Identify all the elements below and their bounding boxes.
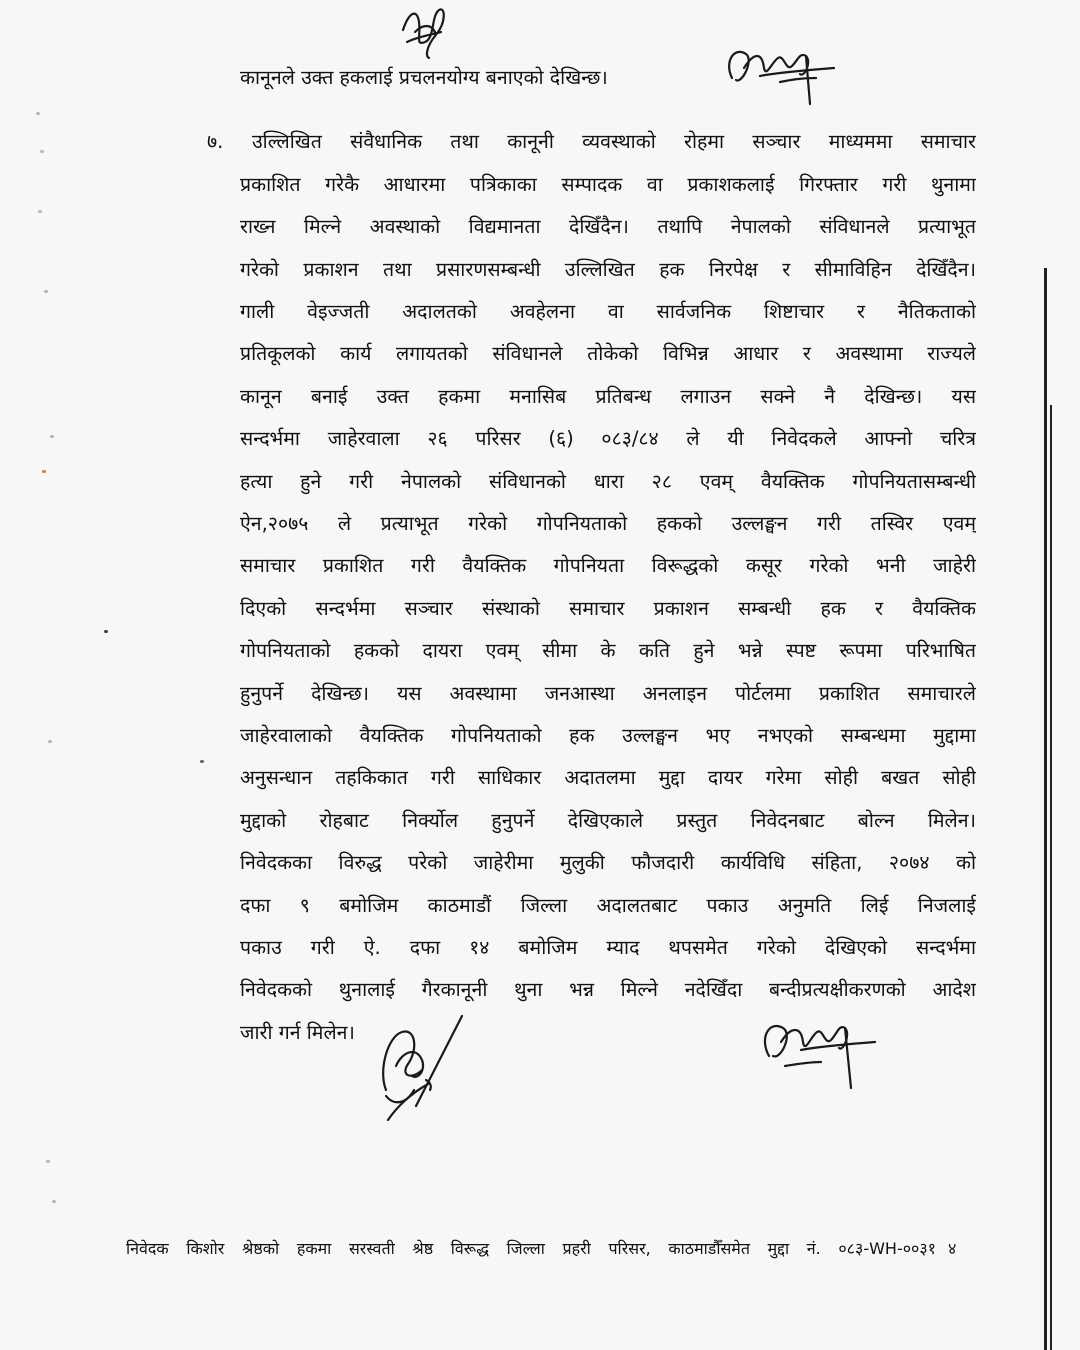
footer-case-reference: निवेदक किशोर श्रेष्ठको हकमा सरस्वती श्रेष्ठ विरूद्ध जिल्ला प्रहरी परिसर, काठमाडौँसमेत मुद्दा नं. ०८३-WH-००३१ <box>126 1239 936 1258</box>
scan-speck <box>38 210 42 213</box>
text-line: गोपनियताको हकको दायरा एवम् सीमा के कति हुने भन्ने स्पष्ट रूपमा परिभाषित <box>240 639 976 662</box>
text-line: प्रतिकूलको कार्य लगायतको संविधानले तोकेको विभिन्न आधार र अवस्थामा राज्यले <box>240 342 976 365</box>
signature-top-center <box>395 2 455 62</box>
page-number: ४ <box>948 1239 957 1258</box>
signature-bottom-right <box>755 1006 880 1091</box>
text-line: सन्दर्भमा जाहेरवाला २६ परिसर (६) ०८३/८४ ले यी निवेदकले आफ्नो चरित्र <box>240 427 976 450</box>
scan-speck <box>36 112 40 115</box>
text-line: निवेदकका विरुद्ध परेको जाहेरीमा मुलुकी फौजदारी कार्यविधि संहिता, २०७४ को <box>240 851 976 874</box>
text-line: कानूनले उक्त हकलाई प्रचलनयोग्य बनाएको देखिन्छ। <box>240 66 608 89</box>
text-line: हुनुपर्ने देखिन्छ। यस अवस्थामा जनआस्था अनलाइन पोर्टलमा प्रकाशित समाचारले <box>240 682 976 705</box>
scan-speck <box>42 470 46 473</box>
scan-speck <box>40 150 44 153</box>
text-line: ऐन,२०७५ ले प्रत्याभूत गरेको गोपनियताको हकको उल्लङ्घन गरी तस्विर एवम् <box>240 512 976 535</box>
text-line: गाली वेइज्जती अदालतको अवहेलना वा सार्वजनिक शिष्टाचार र नैतिकताको <box>240 300 976 323</box>
text-line: अनुसन्धान तहकिकात गरी साधिकार अदातलमा मुद्दा दायर गरेमा सोही बखत सोही <box>240 766 976 789</box>
scan-speck <box>200 760 204 763</box>
scan-edge-line <box>1044 268 1047 1350</box>
text-line: निवेदकको थुनालाई गैरकानूनी थुना भन्न मिल्ने नदेखिँदा बन्दीप्रत्यक्षीकरणको आदेश <box>240 978 976 1001</box>
signature-bottom-left <box>372 1010 472 1130</box>
scan-speck <box>48 740 52 743</box>
text-line: प्रकाशित गरेकै आधारमा पत्रिकाका सम्पादक वा प्रकाशकलाई गिरफ्तार गरी थुनामा <box>240 173 976 196</box>
scan-edge-line <box>1050 405 1052 1350</box>
text-line: राख्न मिल्ने अवस्थाको विद्यमानता देखिँदैन। तथापि नेपालको संविधानले प्रत्याभूत <box>240 215 976 238</box>
text-line: पकाउ गरी ऐ. दफा १४ बमोजिम म्याद थपसमेत गरेको देखिएको सन्दर्भमा <box>240 936 976 959</box>
text-line: गरेको प्रकाशन तथा प्रसारणसम्बन्धी उल्लिखित हक निरपेक्ष र सीमाविहिन देखिँदैन। <box>240 258 976 281</box>
scan-speck <box>104 630 108 633</box>
text-line: समाचार प्रकाशित गरी वैयक्तिक गोपनियता विरूद्धको कसूर गरेको भनी जाहेरी <box>240 554 976 577</box>
text-line: मुद्दाको रोहबाट निर्क्योल हुनुपर्ने देखिएकाले प्रस्तुत निवेदनबाट बोल्न मिलेन। <box>240 809 976 832</box>
text-line: जाहेरवालाको वैयक्तिक गोपनियताको हक उल्लङ्घन भए नभएको सम्बन्धमा मुद्दामा <box>240 724 976 747</box>
text-line: कानून बनाई उक्त हकमा मनासिब प्रतिबन्ध लगाउन सक्ने नै देखिन्छ। यस <box>240 385 976 408</box>
scan-speck <box>50 435 54 438</box>
text-line: हत्या हुने गरी नेपालको संविधानको धारा २८ एवम् वैयक्तिक गोपनियतासम्बन्धी <box>240 470 976 493</box>
scan-speck <box>52 1200 56 1203</box>
scan-speck <box>46 1160 50 1163</box>
text-line: दफा ९ बमोजिम काठमाडौं जिल्ला अदालतबाट पकाउ अनुमति लिई निजलाई <box>240 894 976 917</box>
text-line: दिएको सन्दर्भमा सञ्चार संस्थाको समाचार प्रकाशन सम्बन्धी हक र वैयक्तिक <box>240 597 976 620</box>
scan-speck <box>44 290 48 293</box>
paragraph-number: ७. <box>207 130 224 153</box>
text-line: जारी गर्न मिलेन। <box>240 1021 355 1044</box>
text-line: उल्लिखित संवैधानिक तथा कानूनी व्यवस्थाको रोहमा सञ्चार माध्यममा समाचार <box>252 130 976 153</box>
